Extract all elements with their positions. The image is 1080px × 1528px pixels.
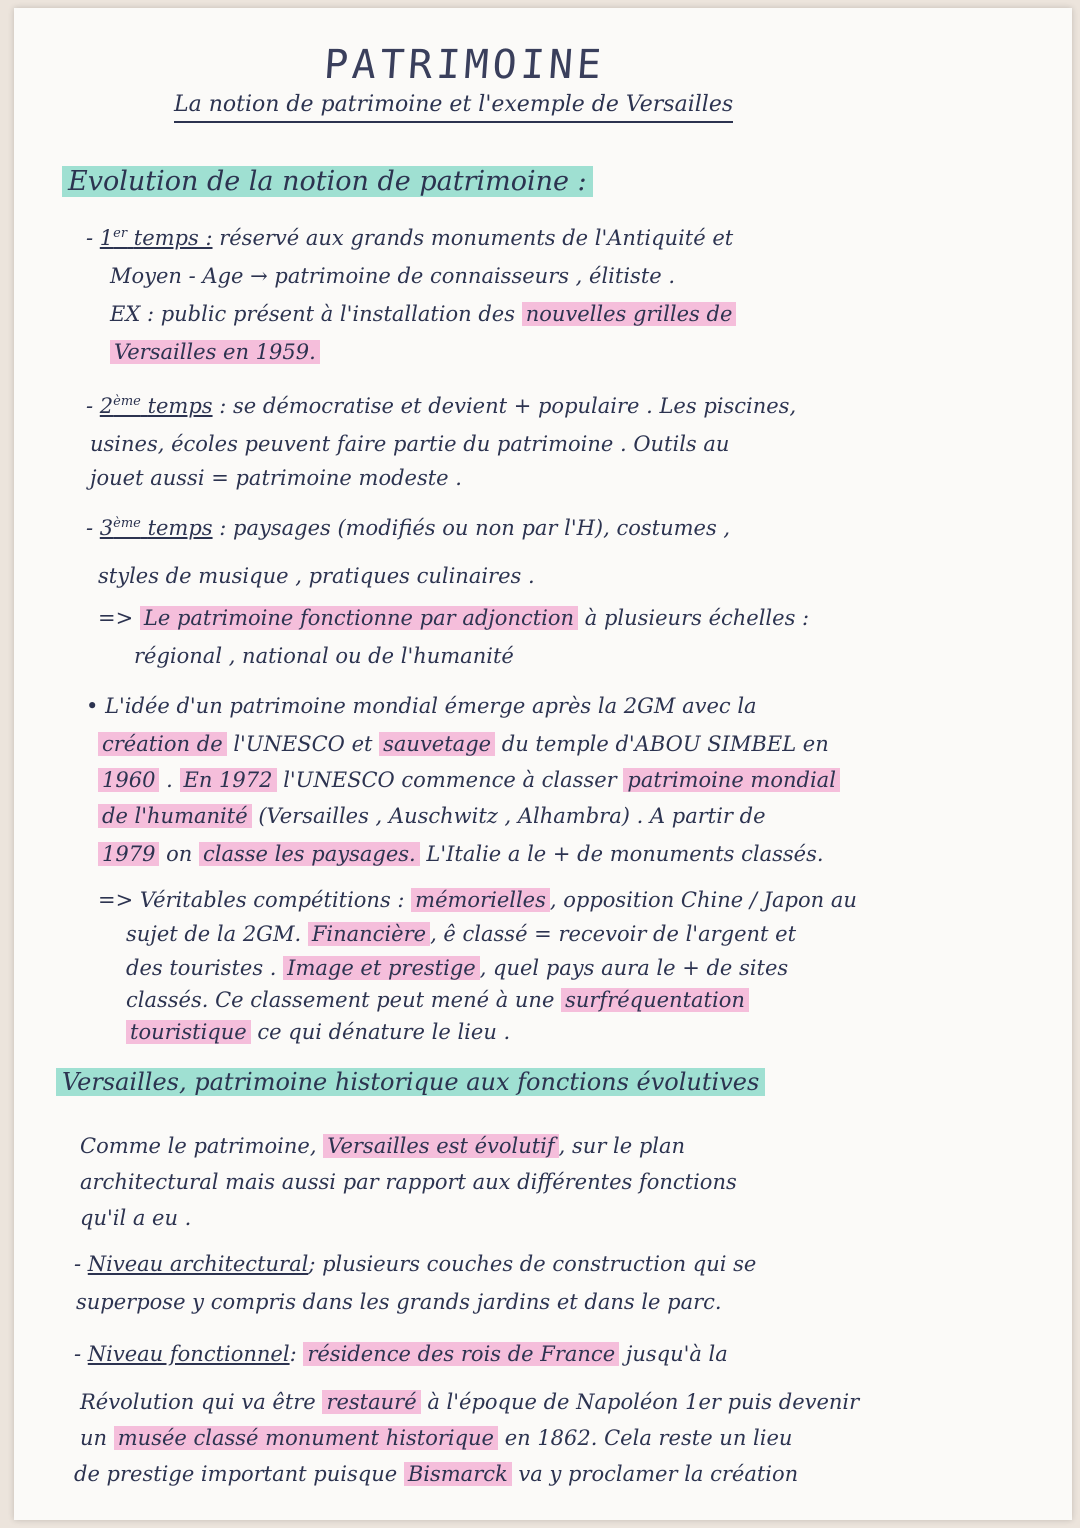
architectural-line2: superpose y compris dans les grands jardins et dans le parc. xyxy=(76,1290,722,1314)
page-subtitle: La notion de patrimoine et l'exemple de Versailles xyxy=(174,92,733,123)
competition-line3: des touristes . Image et prestige , quel pays aura le + de sites xyxy=(126,956,789,980)
temps2-line2: usines, écoles peuvent faire partie du patrimoine . Outils au xyxy=(90,432,730,456)
temps2-line1: - 2ème temps : se démocratise et devient + populaire . Les piscines, xyxy=(86,394,797,418)
page-title: PATRIMOINE xyxy=(322,42,607,88)
temps1-line2: Moyen - Age → patrimoine de connaisseurs , élitiste . xyxy=(110,264,676,288)
fonctionnel-line4: de prestige important puisque Bismarck va y proclamer la création xyxy=(74,1462,799,1486)
competition-line1: => Véritables compétitions : mémorielles , opposition Chine / Japon au xyxy=(98,888,857,912)
competition-line4: classés. Ce classement peut mené à une surfréquentation xyxy=(126,988,749,1012)
fonctionnel-line3: un musée classé monument historique en 1862. Cela reste un lieu xyxy=(80,1426,793,1450)
architectural-line1: - Niveau architectural; plusieurs couches de construction qui se xyxy=(74,1252,757,1276)
temps1-line3: EX : public présent à l'installation des nouvelles grilles de xyxy=(110,302,736,326)
fonctionnel-line1: - Niveau fonctionnel: résidence des rois de France jusqu'à la xyxy=(74,1342,728,1366)
temps3-line1: - 3ème temps : paysages (modifiés ou non par l'H), costumes , xyxy=(86,516,731,540)
unesco-line3: 1960 . En 1972 l'UNESCO commence à classer patrimoine mondial xyxy=(98,768,840,792)
unesco-line4: de l'humanité (Versailles , Auschwitz , Alhambra) . A partir de xyxy=(98,804,766,828)
temps3-line2: styles de musique , pratiques culinaires . xyxy=(98,564,535,588)
temps1-line1: - 1er temps : réservé aux grands monuments de l'Antiquité et xyxy=(86,226,734,250)
unesco-line1: • L'idée d'un patrimoine mondial émerge après la 2GM avec la xyxy=(86,694,757,718)
temps3-line3: => Le patrimoine fonctionne par adjonction à plusieurs échelles : xyxy=(98,606,810,630)
notebook-page xyxy=(14,8,1072,1520)
section2-heading: Versailles, patrimoine historique aux fonctions évolutives xyxy=(56,1068,765,1096)
temps2-line3: jouet aussi = patrimoine modeste . xyxy=(90,466,462,490)
competition-line2: sujet de la 2GM. Financière , ê classé = recevoir de l'argent et xyxy=(126,922,797,946)
competition-line5: touristique ce qui dénature le lieu . xyxy=(126,1020,510,1044)
temps1-line4: Versailles en 1959. xyxy=(110,340,320,364)
versailles-line1: Comme le patrimoine, Versailles est évolutif , sur le plan xyxy=(80,1134,686,1158)
versailles-line2: architectural mais aussi par rapport aux différentes fonctions xyxy=(80,1170,737,1194)
versailles-line3: qu'il a eu . xyxy=(80,1206,192,1230)
temps3-line4: régional , national ou de l'humanité xyxy=(134,644,514,668)
section1-heading: Evolution de la notion de patrimoine : xyxy=(62,166,593,197)
unesco-line2: création de l'UNESCO et sauvetage du temple d'ABOU SIMBEL en xyxy=(98,732,829,756)
fonctionnel-line2: Révolution qui va être restauré à l'époque de Napoléon 1er puis devenir xyxy=(80,1390,860,1414)
unesco-line5: 1979 on classe les paysages. L'Italie a le + de monuments classés. xyxy=(98,842,824,866)
